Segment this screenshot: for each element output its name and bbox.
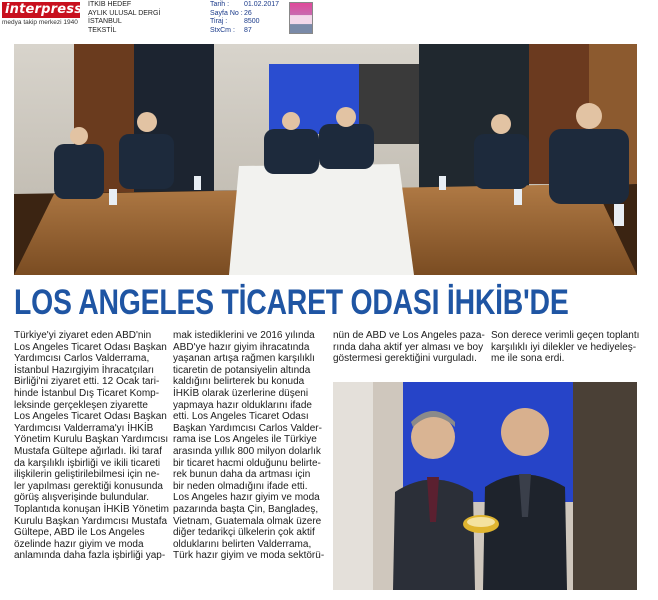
text-line: karşılıklı iyi dilekler ve hediyeleş- [491, 341, 637, 353]
text-line: yaşanan artışa rağmen karşılıklı [173, 353, 315, 365]
text-line: rında daha aktif yer alması ve boy [333, 341, 484, 353]
page-thumbnail [289, 2, 313, 34]
gift-exchange-photo [333, 382, 637, 590]
article-column-4 [491, 330, 640, 365]
text-line: Toplantıda konuşan İHKİB Yönetim [14, 503, 169, 515]
text-line: Vietnam, Guatemala olmak üzere [173, 515, 322, 527]
text-line: kaldığını belirterek bu konuda [173, 376, 305, 388]
text-line: yapmaya hazır olduklarını ifade [173, 399, 312, 411]
text-line: Türkiye'yi ziyaret eden ABD'nin [14, 330, 152, 341]
article-headline: LOS ANGELES TİCARET ODASI İHKİB'DE [14, 282, 569, 322]
text-line: ticaretin de potansiyelin altında [173, 364, 311, 376]
text-line: Birliği'ni ziyaret etti. 12 Ocak tari- [14, 376, 160, 388]
text-line: da karşılıklı işbirliği ve ikili ticareti [14, 457, 161, 469]
text-line: Mustafa Gültepe ağırladı. İki taraf [14, 445, 162, 457]
publication-line: İTKİB HEDEF [88, 1, 132, 8]
text-line: Kurulu Başkan Yardımcısı Mustafa [14, 515, 168, 527]
text-line: Yardımcısı Valderrama'yı İHKİB [14, 422, 154, 434]
date-label: Tarih : [210, 1, 230, 8]
text-line: göstermesi gerektiğini vurguladı. [333, 353, 477, 365]
text-line: görüş alışverişinde bulundular. [14, 492, 150, 504]
text-line: hinde İstanbul Dış Ticaret Komp- [14, 387, 160, 399]
text-line: arasında yıllık 800 milyon dolarlık [173, 445, 321, 457]
text-line: İHKİB olarak üzerlerine düşeni [173, 387, 309, 399]
text-line: nün de ABD ve Los Angeles paza- [333, 330, 485, 341]
article-column-2 [173, 330, 325, 562]
text-line: özelinde hazır giyim ve moda [14, 538, 144, 550]
meta-values [244, 1, 279, 35]
text-line: ler yapılması gerektiği konusunda [14, 480, 163, 492]
text-line: Yardımcısı Carlos Valderrama, [14, 353, 150, 365]
publication-line: TEKSTİL [88, 26, 117, 34]
text-line: İstanbul Hazırgiyim İhracatçıları [14, 364, 155, 376]
text-line: ilişkilerin geliştirilebilmesi için ne- [14, 469, 160, 481]
text-line: pazarında başta Çin, Bangladeş, [173, 503, 319, 515]
text-line: leksinde gerçekleşen ziyarette [14, 399, 148, 411]
clipping-header [0, 0, 658, 38]
text-line: anlamında daha fazla işbirliği yap- [14, 550, 166, 562]
text-line: etti. Los Angeles Ticaret Odası [173, 411, 309, 423]
text-line: Türk hazır giyim ve moda sektörü- [173, 550, 325, 562]
meta-labels [210, 1, 243, 35]
meeting-room-photo [14, 44, 637, 275]
text-line: Los Angeles Ticaret Odası Başkan [14, 411, 167, 423]
text-line: diğer tedarikçi ülkelerin çok aktif [173, 527, 315, 539]
article-column-1 [14, 330, 169, 562]
circulation-value: 8500 [244, 18, 260, 26]
stxcm-value: 87 [244, 26, 252, 34]
publication-info [88, 1, 160, 35]
text-line: Los Angeles Ticaret Odası Başkan [14, 341, 167, 353]
text-line: bir neden olmadığını ifade etti. [173, 480, 308, 492]
text-line: mak istediklerini ve 2016 yılında [173, 330, 315, 341]
article-column-3 [333, 330, 485, 365]
date-value: 01.02.2017 [244, 1, 280, 8]
text-line: Los Angeles hazır giyim ve moda [173, 492, 320, 504]
publication-line: AYLIK ULUSAL DERGİ [88, 9, 161, 17]
text-line: bir ticaret hacmi olduğunu belirte- [173, 457, 321, 469]
logo-tagline: medya takip merkezi 1940 [2, 19, 78, 26]
text-line: me ile sona erdi. [491, 353, 565, 365]
text-line: Yönetim Kurulu Başkan Yardımcısı [14, 434, 169, 446]
text-line: olduklarını belirten Valderrama, [173, 538, 312, 550]
text-line: Son derece verimli geçen toplantı [491, 330, 640, 341]
publication-line: İSTANBUL [88, 18, 122, 26]
text-line: rama ise Los Angeles ile Türkiye [173, 434, 317, 446]
text-line: Gültepe, ABD ile Los Angeles [14, 527, 145, 539]
text-line: Başkan Yardımcısı Carlos Valder- [173, 422, 322, 434]
page-value: 26 [244, 9, 252, 17]
circulation-label: Tiraj : [210, 18, 228, 26]
page-label: Sayfa No : [210, 9, 243, 17]
text-line: ABD'ye hazır giyim ihracatında [173, 341, 310, 353]
text-line: rek bunun daha da artması için [173, 469, 311, 481]
interpress-logo: interpress [2, 2, 80, 18]
stxcm-label: StxCm : [210, 26, 235, 34]
